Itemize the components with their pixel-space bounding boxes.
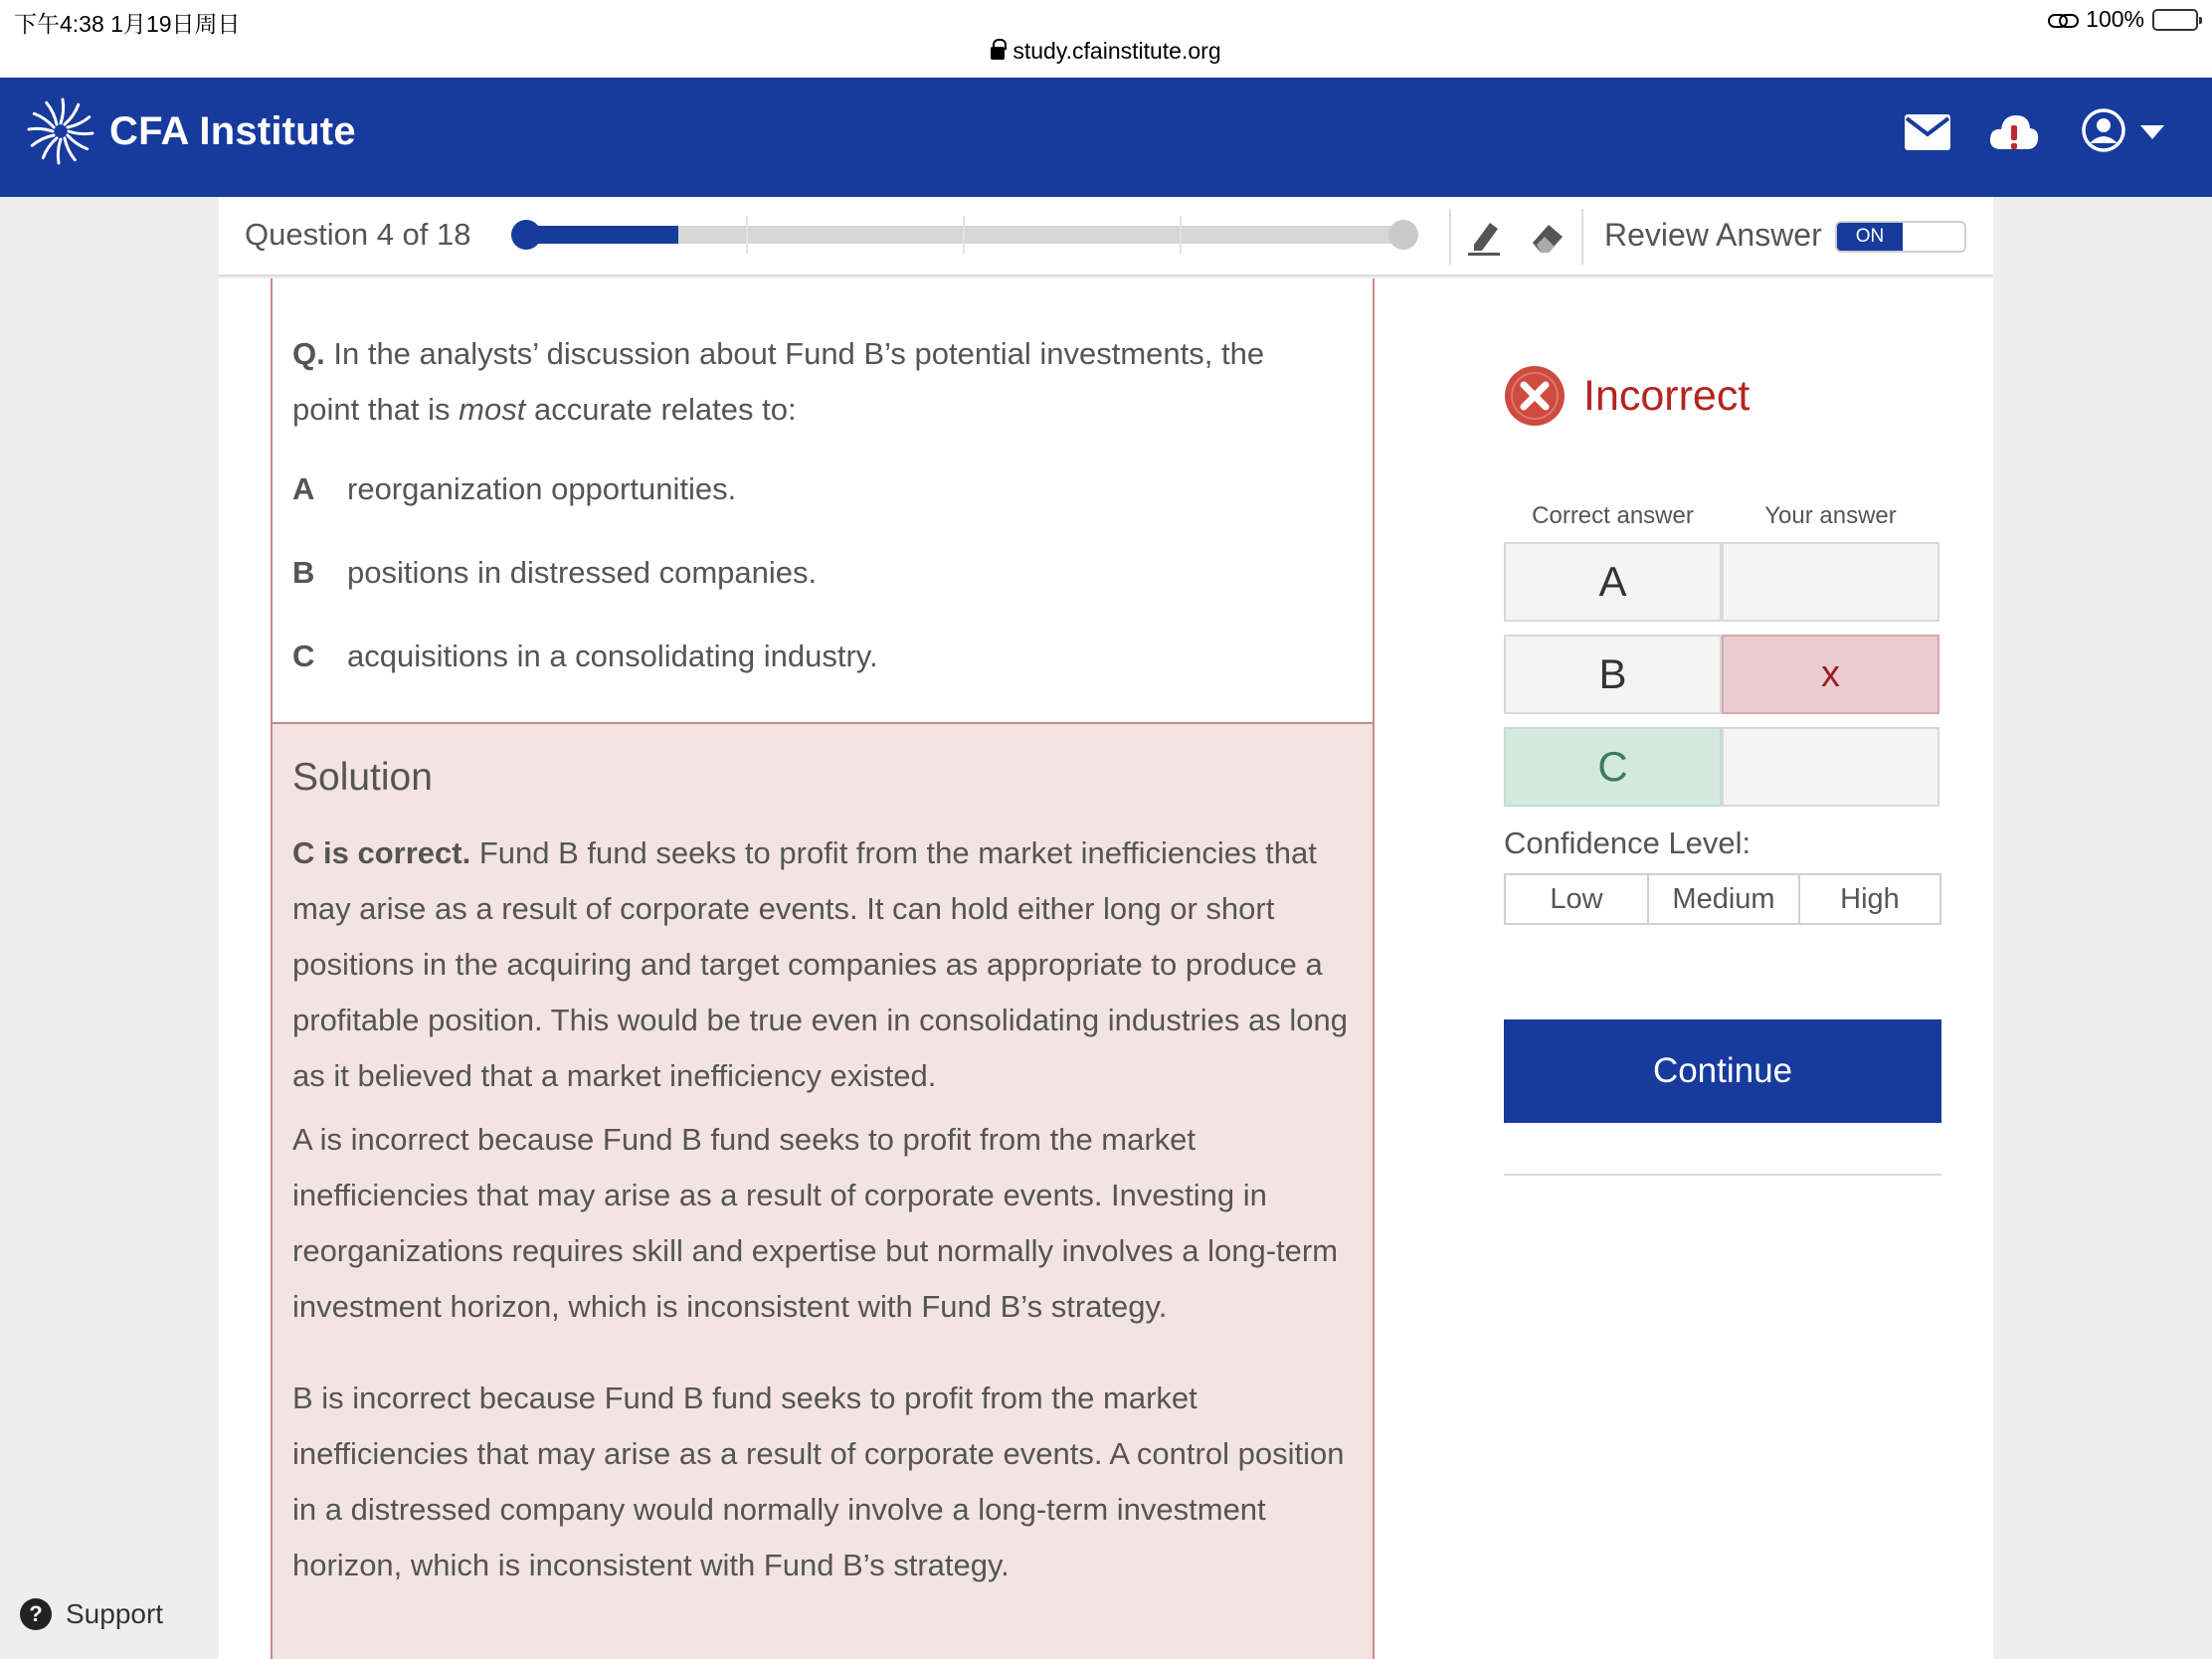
option-text: reorganization opportunities. — [347, 471, 737, 506]
question-panel — [271, 278, 1375, 722]
solution-b-paragraph: B is incorrect because Fund B fund seeks to profit from the market inefficiencies that may arise as a result of corporate events. A control position in a distressed company would normally involve a long-term investment horizon, which is inconsistent with Fund B’s strategy. — [292, 1381, 1345, 1582]
cfa-logo[interactable] — [26, 96, 356, 166]
option-text: acquisitions in a consolidating industry. — [347, 639, 878, 673]
solution-title: Solution — [292, 756, 433, 799]
help-icon: ? — [20, 1598, 52, 1630]
correct-cell-b: B — [1504, 635, 1722, 714]
result-status — [1504, 365, 1750, 427]
confidence-selector — [1504, 873, 1941, 925]
question-text: Q. In the analysts’ discussion about Fund B’s potential investments, the point that is most accurate relates to: — [292, 336, 1265, 427]
review-answer-label: Review Answer — [1604, 217, 1822, 253]
status-bar — [0, 0, 2212, 78]
progress-end-knob — [1388, 220, 1418, 250]
correct-answer-header: Correct answer — [1532, 502, 1694, 529]
question-counter: Question 4 of 18 — [245, 217, 471, 252]
progress-bar[interactable] — [517, 226, 1412, 244]
option-letter: A — [292, 471, 315, 506]
confidence-low-button[interactable]: Low — [1506, 875, 1647, 923]
incorrect-icon — [1504, 365, 1566, 427]
link-icon — [2048, 12, 2078, 28]
solution-a-paragraph: A is incorrect because Fund B fund seeks to profit from the market inefficiencies that may arise as a result of corporate events. Investing in reorganizations requires skill and expertise but normally involves a long-term investment horizon, which is inconsistent with Fund B’s strategy. — [292, 1122, 1339, 1324]
cfa-logo-icon — [26, 96, 95, 166]
your-cell-b: x — [1722, 635, 1939, 714]
url-text: study.cfainstitute.org — [1013, 38, 1221, 64]
battery-icon — [2152, 9, 2198, 31]
confidence-high-button[interactable]: High — [1798, 875, 1939, 923]
your-answer-header: Your answer — [1764, 502, 1897, 529]
eraser-icon[interactable] — [1529, 217, 1568, 257]
option-text: positions in distressed companies. — [347, 555, 818, 590]
status-time: 下午4:38 1月19日周日 — [14, 11, 241, 37]
app-header — [0, 78, 2212, 197]
caret-down-icon[interactable] — [2140, 125, 2164, 139]
highlighter-icon[interactable] — [1464, 217, 1504, 257]
divider — [1504, 1174, 1941, 1176]
your-cell-c — [1722, 727, 1939, 807]
support-label: Support — [66, 1598, 164, 1629]
mail-icon[interactable] — [1905, 114, 1950, 150]
progress-fill — [517, 226, 678, 244]
review-answer-toggle[interactable] — [1835, 221, 1966, 253]
solution-correct-paragraph: C is correct. Fund B fund seeks to profit from the market inefficiencies that may arise as a result of corporate events. It can hold either long or short positions in the acquiring and target companies as appropriate to produce a profitable position. This would be true even in consolidating industries as long as it believed that a market inefficiency existed. — [292, 835, 1348, 1093]
continue-button[interactable]: Continue — [1504, 1019, 1941, 1123]
cloud-alert-icon[interactable] — [1989, 109, 2039, 153]
main-content — [219, 278, 1993, 1659]
status-indicators — [2048, 6, 2198, 33]
user-icon[interactable] — [2081, 107, 2126, 153]
address-bar[interactable] — [0, 38, 2212, 65]
solution-panel — [271, 722, 1375, 1659]
battery-percent: 100% — [2086, 6, 2144, 32]
lock-icon — [991, 47, 1005, 60]
toggle-on-label: ON — [1837, 223, 1903, 251]
correct-cell-c: C — [1504, 727, 1722, 807]
result-text: Incorrect — [1583, 371, 1751, 420]
question-toolbar — [219, 197, 1993, 276]
correct-cell-a: A — [1504, 542, 1722, 622]
support-link[interactable] — [20, 1598, 163, 1630]
option-letter: C — [292, 639, 315, 673]
confidence-label: Confidence Level: — [1504, 826, 1751, 860]
your-cell-a — [1722, 542, 1939, 622]
option-letter: B — [292, 555, 315, 590]
progress-start-knob — [511, 220, 541, 250]
brand-name: CFA Institute — [109, 108, 356, 153]
confidence-medium-button[interactable]: Medium — [1647, 875, 1798, 923]
